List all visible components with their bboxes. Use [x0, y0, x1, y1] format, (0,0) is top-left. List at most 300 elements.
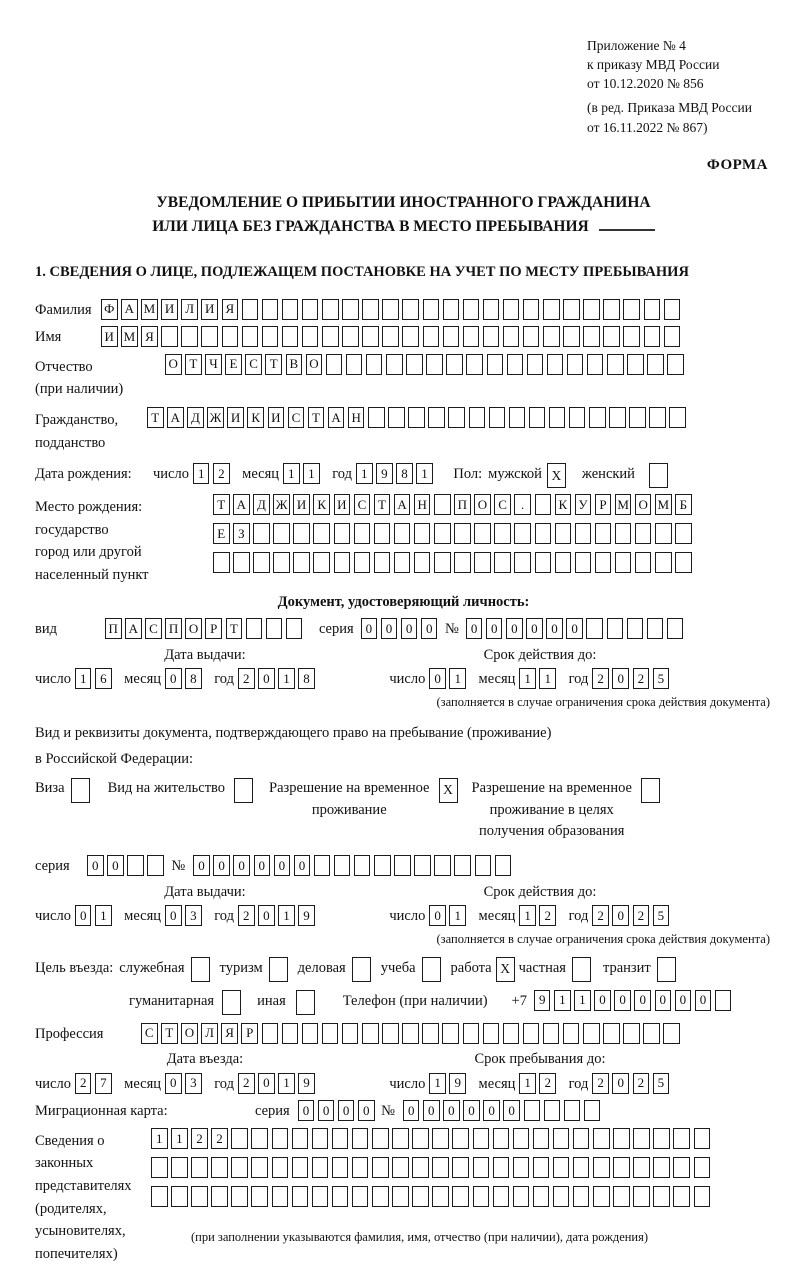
char-cell: 0 — [75, 905, 92, 926]
char-cell: 2 — [539, 1073, 556, 1094]
char-cell — [147, 855, 164, 876]
char-cell: 8 — [396, 463, 413, 484]
study-checkbox[interactable] — [422, 957, 441, 982]
representatives-row2-cells[interactable] — [151, 1157, 714, 1178]
char-cell — [493, 1186, 510, 1207]
char-cell — [629, 407, 646, 428]
char-cell: И — [161, 299, 178, 320]
char-cell — [388, 407, 405, 428]
char-cell — [443, 326, 460, 347]
char-cell — [434, 523, 451, 544]
entry-date: число 2 7 месяц 0 3 год 2 0 1 9 — [35, 1073, 327, 1095]
char-cell — [613, 1128, 630, 1149]
identity-doc-dates-row — [35, 668, 772, 690]
char-cell — [675, 523, 692, 544]
char-cell: 0 — [429, 905, 446, 926]
tourism-checkbox[interactable] — [269, 957, 288, 982]
char-cell — [667, 354, 684, 375]
residence-number-cells[interactable] — [193, 855, 515, 876]
char-cell: 0 — [294, 855, 311, 876]
char-cell: 0 — [258, 1073, 275, 1094]
temp-permit-checkbox[interactable] — [439, 778, 458, 803]
official-checkbox[interactable] — [191, 957, 210, 982]
checkbox-box — [641, 778, 660, 803]
char-cell — [414, 855, 431, 876]
char-cell — [603, 299, 620, 320]
visit-purpose-label: Цель въезда: — [35, 959, 114, 976]
char-cell: Т — [213, 494, 230, 515]
char-cell — [332, 1128, 349, 1149]
doc-issue-title: Дата выдачи: — [164, 646, 246, 663]
char-cell: О — [165, 354, 182, 375]
char-cell — [623, 326, 640, 347]
char-cell: 0 — [423, 1100, 440, 1121]
transit-label: транзит — [602, 959, 651, 976]
char-cell — [251, 1157, 268, 1178]
char-cell — [346, 354, 363, 375]
char-cell: 0 — [483, 1100, 500, 1121]
char-cell — [633, 1157, 650, 1178]
char-cell — [489, 407, 506, 428]
char-cell — [575, 523, 592, 544]
birth-place-label: Место рождения: государство город или другой населенный пункт — [35, 499, 149, 583]
char-cell — [231, 1186, 248, 1207]
doc-valid-date: число 0 1 месяц 1 1 год 2 0 2 5 — [389, 668, 681, 690]
char-cell: 0 — [381, 618, 398, 639]
char-cell — [573, 1128, 590, 1149]
char-cell — [352, 1128, 369, 1149]
temp-permit-option — [269, 778, 457, 822]
work-checkbox[interactable] — [496, 957, 515, 982]
checkbox-box — [269, 957, 288, 982]
char-cell — [266, 618, 283, 639]
char-cell — [627, 354, 644, 375]
residence-doc-intro: Вид и реквизиты документа, подтверждающего право на пребывание (проживание) в Российской Федерации: — [35, 724, 552, 767]
char-cell: 8 — [298, 668, 315, 689]
char-cell — [463, 326, 480, 347]
stay-day[interactable] — [429, 1073, 469, 1094]
entry-day[interactable] — [75, 1073, 115, 1094]
char-cell — [563, 1023, 580, 1044]
char-cell: 1 — [554, 990, 571, 1011]
char-cell — [633, 1186, 650, 1207]
char-cell — [547, 354, 564, 375]
stay-until-title: Срок пребывания до: — [474, 1051, 606, 1068]
char-cell — [524, 1100, 541, 1121]
patronymic-cells[interactable] — [165, 354, 687, 375]
char-cell — [366, 354, 383, 375]
char-cell — [513, 1157, 530, 1178]
char-cell: Я — [222, 299, 239, 320]
char-cell: Ч — [205, 354, 222, 375]
char-cell: Т — [185, 354, 202, 375]
char-cell: 9 — [298, 905, 315, 926]
representatives-row1-cells[interactable] — [151, 1128, 714, 1149]
entry-year[interactable] — [238, 1073, 318, 1094]
visa-label: Виза — [35, 779, 65, 796]
residence-series-cells[interactable] — [87, 855, 167, 876]
char-cell — [635, 552, 652, 573]
char-cell — [593, 1128, 610, 1149]
business-checkbox[interactable] — [352, 957, 371, 982]
female-label: женский — [581, 466, 635, 483]
birth-place-cells — [213, 494, 695, 581]
char-cell — [394, 523, 411, 544]
char-cell: О — [181, 1023, 198, 1044]
phone-label: Телефон (при наличии) — [342, 992, 488, 1009]
char-cell — [633, 1128, 650, 1149]
char-cell: 0 — [107, 855, 124, 876]
male-checkbox[interactable] — [547, 463, 566, 488]
char-cell — [535, 552, 552, 573]
char-cell: И — [268, 407, 285, 428]
char-cell — [673, 1157, 690, 1178]
stay-year[interactable] — [592, 1073, 672, 1094]
char-cell: 0 — [193, 855, 210, 876]
char-cell: П — [454, 494, 471, 515]
char-cell — [649, 407, 666, 428]
char-cell — [673, 1186, 690, 1207]
char-cell — [593, 1157, 610, 1178]
char-cell: 0 — [254, 855, 271, 876]
identity-doc-kind-row — [35, 618, 772, 640]
residence-issue-month[interactable] — [165, 905, 205, 926]
char-cell: 0 — [443, 1100, 460, 1121]
char-cell: 7 — [95, 1073, 112, 1094]
forma-label: ФОРМА — [706, 156, 768, 173]
char-cell — [553, 1128, 570, 1149]
char-cell — [302, 299, 319, 320]
birth-month-cells[interactable] — [283, 463, 323, 484]
char-cell — [523, 299, 540, 320]
char-cell — [231, 1157, 248, 1178]
residence-doc-dates-row — [35, 905, 772, 927]
phone-cells[interactable] — [534, 990, 735, 1011]
char-cell — [664, 299, 681, 320]
char-cell: Т — [161, 1023, 178, 1044]
char-cell — [533, 1128, 550, 1149]
char-cell: Б — [675, 494, 692, 515]
other-purpose-checkbox[interactable] — [296, 990, 315, 1015]
doc-issue-day[interactable] — [75, 668, 115, 689]
char-cell — [474, 552, 491, 573]
char-cell — [201, 326, 218, 347]
birth-date-label: Дата рождения: — [35, 466, 132, 483]
work-label: работа — [450, 959, 492, 976]
char-cell — [543, 326, 560, 347]
char-cell: 0 — [87, 855, 104, 876]
char-cell: С — [288, 407, 305, 428]
char-cell: Я — [141, 326, 158, 347]
char-cell — [523, 326, 540, 347]
char-cell — [246, 618, 263, 639]
char-cell: М — [121, 326, 138, 347]
char-cell — [171, 1157, 188, 1178]
char-cell: 1 — [356, 463, 373, 484]
char-cell — [586, 618, 603, 639]
char-cell — [509, 407, 526, 428]
char-cell — [273, 523, 290, 544]
char-cell: 1 — [278, 668, 295, 689]
birth-year-cells[interactable] — [356, 463, 436, 484]
char-cell — [434, 494, 451, 515]
entry-month[interactable] — [165, 1073, 205, 1094]
char-cell: 0 — [463, 1100, 480, 1121]
stay-until-date: число 1 9 месяц 1 2 год 2 0 2 5 — [389, 1073, 681, 1095]
char-cell — [213, 552, 230, 573]
char-cell: 1 — [278, 905, 295, 926]
char-cell: 2 — [633, 1073, 650, 1094]
doc-issue-date: число 1 6 месяц 0 8 год 2 0 1 8 — [35, 668, 327, 690]
birth-place-row2-cells[interactable] — [213, 523, 695, 544]
char-cell: Д — [253, 494, 270, 515]
official-label: служебная — [119, 959, 185, 976]
char-cell — [655, 523, 672, 544]
doc-kind-cells[interactable] — [105, 618, 306, 639]
residence-valid-year[interactable] — [592, 905, 672, 926]
char-cell — [322, 1023, 339, 1044]
char-cell: З — [233, 523, 250, 544]
char-cell: 1 — [449, 668, 466, 689]
birth-date-group — [153, 463, 445, 485]
residence-doc-date-titles — [35, 883, 772, 903]
char-cell — [322, 326, 339, 347]
char-cell: 0 — [695, 990, 712, 1011]
char-cell — [454, 523, 471, 544]
char-cell: Л — [181, 299, 198, 320]
stay-month[interactable] — [519, 1073, 559, 1094]
doc-issue-month[interactable] — [165, 668, 205, 689]
char-cell — [414, 523, 431, 544]
visit-purpose-row — [35, 957, 772, 982]
char-cell: 0 — [429, 668, 446, 689]
residence-issue-date: число 0 1 месяц 0 3 год 2 0 1 9 — [35, 905, 327, 927]
char-cell — [282, 326, 299, 347]
char-cell: . — [514, 494, 531, 515]
birth-place-row1-cells[interactable] — [213, 494, 695, 515]
char-cell — [495, 855, 512, 876]
residence-permit-checkbox[interactable] — [234, 778, 253, 803]
doc-number-cells[interactable] — [466, 618, 687, 639]
private-checkbox[interactable] — [572, 957, 591, 982]
char-cell — [535, 494, 552, 515]
temp-permit-edu-checkbox[interactable] — [641, 778, 660, 803]
char-cell: 1 — [416, 463, 433, 484]
char-cell — [569, 407, 586, 428]
char-cell: 2 — [238, 668, 255, 689]
char-cell — [423, 299, 440, 320]
char-cell — [555, 552, 572, 573]
surname-row — [35, 299, 772, 321]
char-cell: С — [145, 618, 162, 639]
migration-card-label: Миграционная карта: — [35, 1103, 168, 1120]
char-cell — [603, 1023, 620, 1044]
char-cell — [514, 523, 531, 544]
char-cell: 2 — [213, 463, 230, 484]
char-cell: С — [245, 354, 262, 375]
char-cell — [463, 299, 480, 320]
residence-valid-day[interactable] — [429, 905, 469, 926]
char-cell: 0 — [298, 1100, 315, 1121]
char-cell — [587, 354, 604, 375]
char-cell — [382, 1023, 399, 1044]
doc-series-cells[interactable] — [361, 618, 441, 639]
char-cell — [494, 552, 511, 573]
doc-valid-title: Срок действия до: — [483, 646, 597, 663]
char-cell: 1 — [283, 463, 300, 484]
residence-issue-day[interactable] — [75, 905, 115, 926]
char-cell — [161, 326, 178, 347]
char-cell — [575, 552, 592, 573]
char-cell: 0 — [165, 668, 182, 689]
checkbox-box: X — [439, 778, 458, 803]
char-cell — [475, 855, 492, 876]
birth-day-cells[interactable] — [193, 463, 233, 484]
char-cell — [233, 552, 250, 573]
sex-label: Пол: — [453, 466, 483, 483]
char-cell: 0 — [318, 1100, 335, 1121]
char-cell — [663, 1023, 680, 1044]
char-cell — [382, 326, 399, 347]
char-cell — [368, 407, 385, 428]
char-cell — [603, 326, 620, 347]
char-cell — [392, 1157, 409, 1178]
char-cell: П — [165, 618, 182, 639]
char-cell: 5 — [653, 905, 670, 926]
char-cell — [507, 354, 524, 375]
doc-valid-month[interactable] — [519, 668, 559, 689]
char-cell — [609, 407, 626, 428]
char-cell — [563, 299, 580, 320]
visa-checkbox[interactable] — [71, 778, 90, 803]
char-cell: 2 — [633, 668, 650, 689]
char-cell: 2 — [75, 1073, 92, 1094]
char-cell: К — [313, 494, 330, 515]
char-cell: 0 — [612, 1073, 629, 1094]
char-cell — [535, 523, 552, 544]
residence-permit-option — [108, 778, 253, 803]
humanitarian-checkbox[interactable] — [222, 990, 241, 1015]
char-cell: 0 — [401, 618, 418, 639]
name-cells[interactable] — [101, 326, 684, 347]
char-cell: Р — [241, 1023, 258, 1044]
char-cell — [446, 354, 463, 375]
identity-doc-date-titles — [35, 646, 772, 666]
doc-valid-year[interactable] — [592, 668, 672, 689]
char-cell: Ж — [273, 494, 290, 515]
char-cell — [408, 407, 425, 428]
char-cell: 0 — [486, 618, 503, 639]
char-cell — [452, 1128, 469, 1149]
char-cell — [563, 326, 580, 347]
char-cell — [694, 1157, 711, 1178]
char-cell: А — [394, 494, 411, 515]
char-cell — [312, 1128, 329, 1149]
representatives-row3-cells[interactable] — [151, 1186, 714, 1207]
study-label: учеба — [380, 959, 416, 976]
doc-number-label: № — [445, 621, 459, 638]
char-cell: 1 — [303, 463, 320, 484]
char-cell — [443, 299, 460, 320]
char-cell — [715, 990, 732, 1011]
visit-purpose-row-2 — [35, 990, 772, 1015]
char-cell — [627, 618, 644, 639]
migration-card-row — [35, 1100, 772, 1122]
char-cell: 8 — [185, 668, 202, 689]
char-cell: 0 — [258, 905, 275, 926]
char-cell: И — [201, 299, 218, 320]
annex-line-3: от 10.12.2020 № 856 — [587, 76, 704, 92]
residence-doc-note: (заполняется в случае ограничения срока действия документа) — [436, 931, 770, 946]
checkbox-box — [352, 957, 371, 982]
profession-cells[interactable] — [141, 1023, 684, 1044]
char-cell: 0 — [361, 618, 378, 639]
migration-number-cells[interactable] — [403, 1100, 604, 1121]
char-cell — [487, 354, 504, 375]
char-cell: Е — [213, 523, 230, 544]
char-cell — [653, 1128, 670, 1149]
transit-checkbox[interactable] — [657, 957, 676, 982]
residence-number-label: № — [171, 858, 186, 875]
doc-valid-day[interactable] — [429, 668, 469, 689]
char-cell — [334, 523, 351, 544]
char-cell: Ф — [101, 299, 118, 320]
char-cell: 2 — [633, 905, 650, 926]
char-cell — [533, 1157, 550, 1178]
residence-issue-year[interactable] — [238, 905, 318, 926]
char-cell: 2 — [238, 905, 255, 926]
char-cell — [647, 618, 664, 639]
month-label: месяц — [242, 466, 280, 483]
char-cell — [273, 552, 290, 573]
char-cell — [583, 299, 600, 320]
doc-issue-year[interactable] — [238, 668, 318, 689]
year-label: год — [332, 466, 352, 483]
char-cell — [483, 299, 500, 320]
char-cell: 1 — [449, 905, 466, 926]
char-cell: С — [141, 1023, 158, 1044]
residence-valid-date: число 0 1 месяц 1 2 год 2 0 2 5 — [389, 905, 681, 927]
char-cell: 0 — [421, 618, 438, 639]
male-label: мужской — [488, 466, 542, 483]
representatives-row — [35, 1128, 772, 1265]
char-cell — [354, 523, 371, 544]
char-cell: 1 — [171, 1128, 188, 1149]
migration-series-cells[interactable] — [298, 1100, 378, 1121]
char-cell — [463, 1023, 480, 1044]
char-cell: 9 — [376, 463, 393, 484]
char-cell — [322, 299, 339, 320]
female-checkbox[interactable] — [649, 463, 668, 488]
char-cell: 0 — [503, 1100, 520, 1121]
char-cell — [314, 855, 331, 876]
char-cell — [503, 299, 520, 320]
citizenship-cells[interactable] — [147, 407, 690, 428]
char-cell — [334, 855, 351, 876]
char-cell — [573, 1186, 590, 1207]
char-cell: А — [328, 407, 345, 428]
residence-valid-month[interactable] — [519, 905, 559, 926]
char-cell — [432, 1128, 449, 1149]
char-cell: В — [286, 354, 303, 375]
char-cell — [231, 1128, 248, 1149]
char-cell — [412, 1186, 429, 1207]
birth-place-row3-cells[interactable] — [213, 552, 695, 573]
temp-permit-label: Разрешение на временное проживание — [269, 779, 430, 818]
char-cell: А — [125, 618, 142, 639]
surname-cells[interactable] — [101, 299, 684, 320]
char-cell — [635, 523, 652, 544]
